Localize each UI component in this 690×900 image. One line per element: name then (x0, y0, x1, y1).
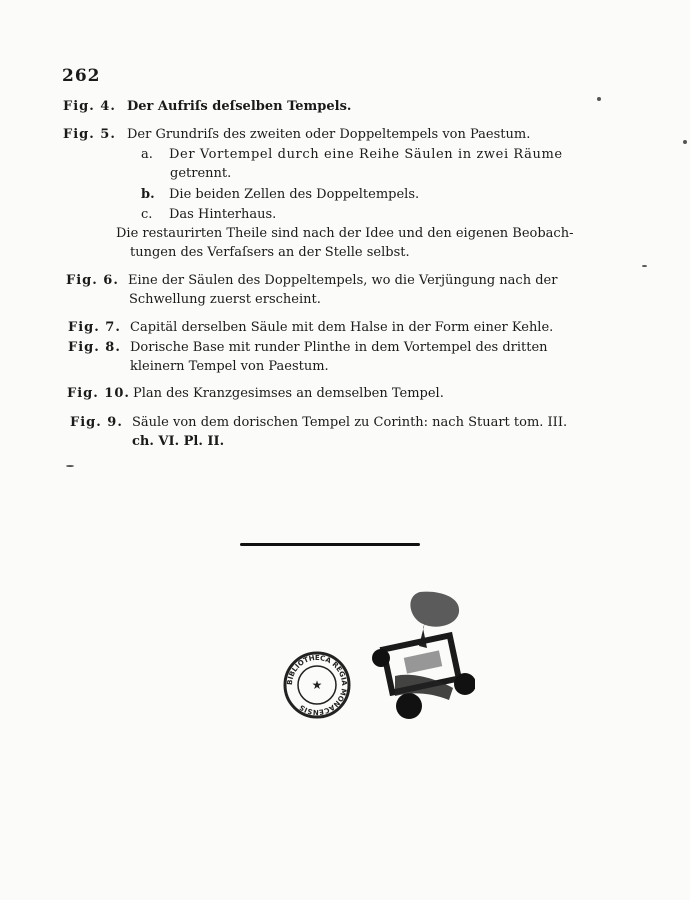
ink-stamp-blot (365, 588, 475, 723)
speck (683, 140, 687, 144)
fig9-line (70, 415, 567, 431)
note-line-1: Die restaurirten Theile sind nach der Idee und den eigenen Beobach- (116, 226, 574, 241)
fig10-label: Fig. 10. (67, 386, 130, 401)
fig5b-line (141, 187, 419, 203)
fig5-text: Der Grundriſs des zweiten oder Doppeltempels von Paestum. (127, 127, 531, 142)
speck (642, 265, 647, 267)
fig8-cont: kleinern Tempel von Paestum. (130, 359, 329, 374)
fig7-text: Capitäl derselben Säule mit dem Halse in der Form einer Kehle. (130, 320, 554, 335)
fig10-text: Plan des Kranzgesimses an demselben Tempel. (133, 386, 444, 401)
fig6-cont: Schwellung zuerst erscheint. (129, 292, 321, 307)
fig5a-letter: a. (141, 147, 153, 162)
fig9-cont: ch. VI. Pl. II. (132, 434, 225, 449)
speck (597, 97, 601, 101)
fig5c-text: Das Hinterhaus. (169, 207, 277, 222)
fig6-line (66, 273, 557, 289)
fig10-line (67, 386, 444, 402)
fig8-label: Fig. 8. (68, 340, 121, 355)
fig5-label: Fig. 5. (63, 127, 116, 142)
library-stamp-round (282, 650, 352, 720)
fig5c-letter: c. (141, 207, 153, 222)
fig5-line (63, 127, 530, 143)
stamp-text: BIBLIOTHECA REGIA MONACENSIS (285, 653, 349, 717)
page-number: 262 (62, 66, 101, 86)
fig4-text: Der Aufriſs deſselben Tempels. (127, 99, 352, 114)
speck (66, 465, 74, 467)
fig5c-line (141, 207, 276, 223)
fig5a-cont: getrennt. (170, 166, 232, 181)
fig5b-letter: b. (141, 187, 155, 202)
fig4-line (63, 99, 351, 115)
fig7-label: Fig. 7. (68, 320, 121, 335)
fig7-line (68, 320, 553, 336)
fig6-text: Eine der Säulen des Doppeltempels, wo die Verjüngung nach der (128, 273, 558, 288)
fig5a-text: Der Vortempel durch eine Reihe Säulen in zwei Räume (169, 147, 563, 162)
fig8-line (68, 340, 548, 356)
fig9-text: Säule von dem dorischen Tempel zu Corinth: nach Stuart tom. III. (132, 415, 568, 430)
fig4-label: Fig. 4. (63, 99, 116, 114)
svg-text:★: ★ (311, 678, 323, 692)
fig5b-text: Die beiden Zellen des Doppeltempels. (169, 187, 420, 202)
closing-rule (240, 543, 420, 546)
fig8-text: Dorische Base mit runder Plinthe in dem Vortempel des dritten (130, 340, 548, 355)
note-line-2: tungen des Verfaſsers an der Stelle selbst. (130, 245, 410, 260)
fig5a-line (141, 147, 563, 163)
fig6-label: Fig. 6. (66, 273, 119, 288)
fig9-label: Fig. 9. (70, 415, 123, 430)
